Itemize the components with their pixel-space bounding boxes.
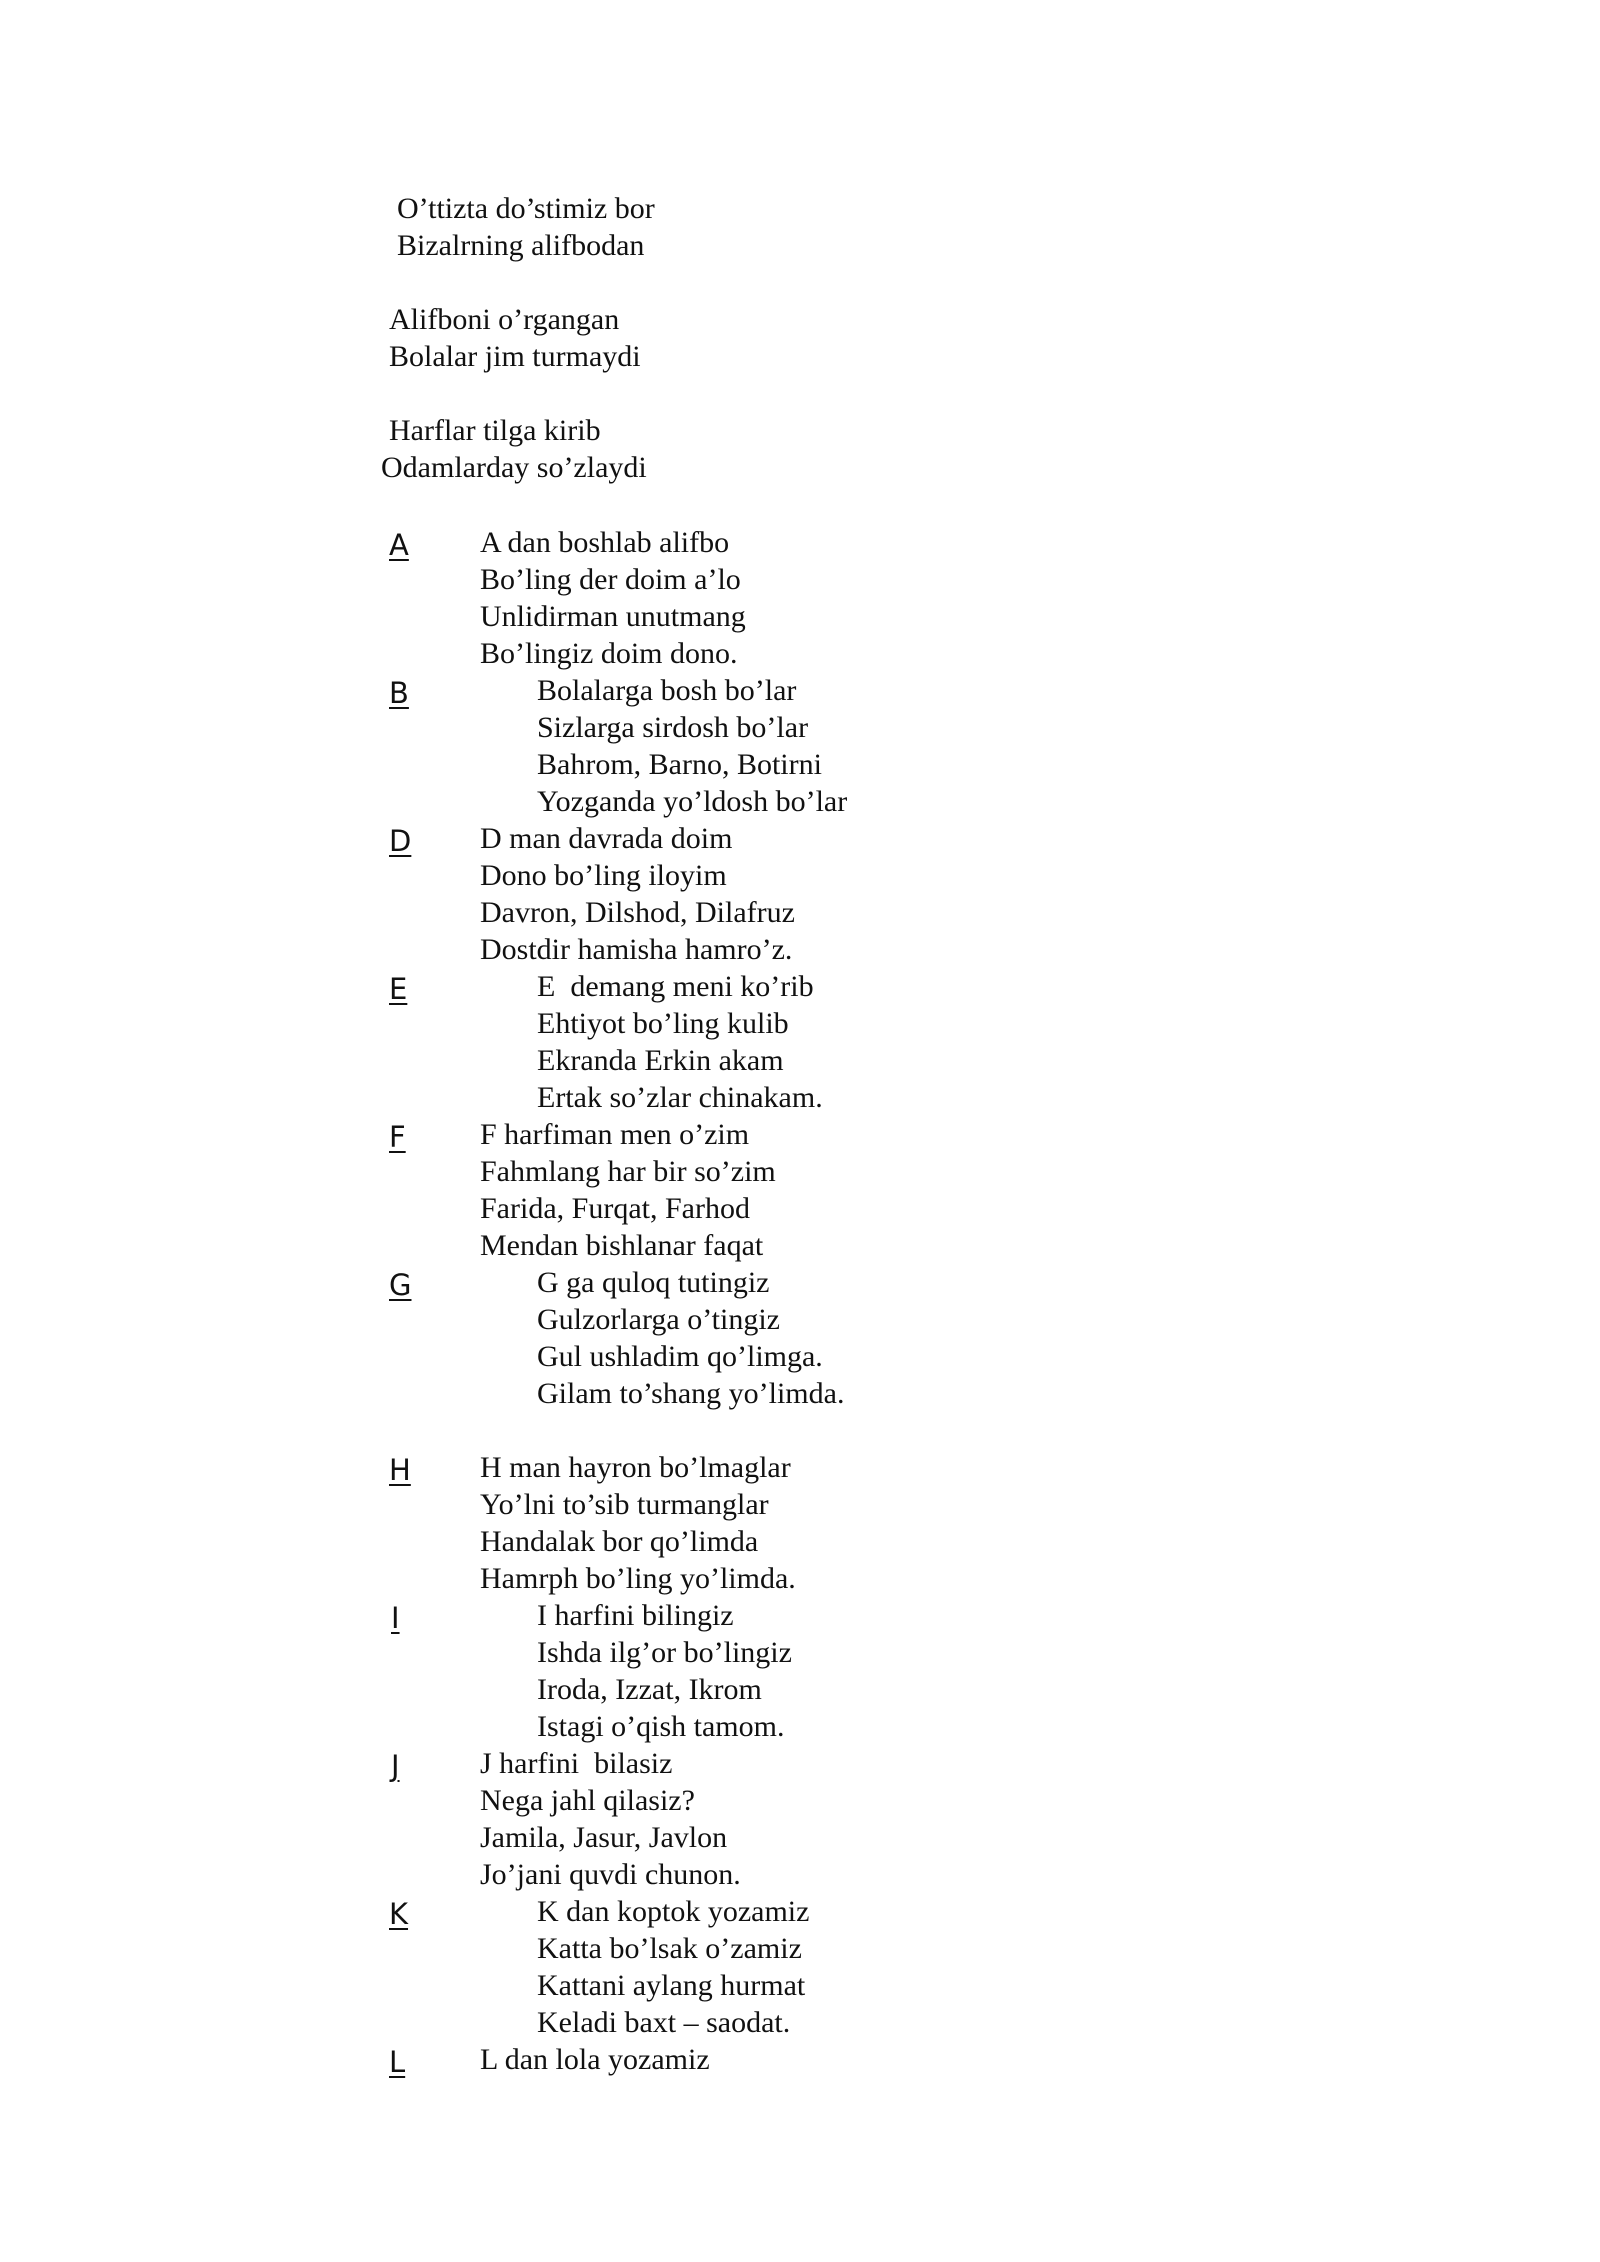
letter-heading: D (389, 824, 412, 858)
verse-line: Hamrph bo’ling yo’limda. (480, 1562, 796, 1595)
verse-line: K dan koptok yozamiz (537, 1895, 810, 1928)
letter-heading: F (389, 1120, 406, 1154)
intro-line: Bizalrning alifbodan (397, 229, 645, 262)
verse-line: Gul ushladim qo’limga. (537, 1340, 823, 1373)
intro-line: Alifboni o’rgangan (389, 303, 620, 336)
verse-line: Bo’ling der doim a’lo (480, 563, 741, 596)
verse-line: Farida, Furqat, Farhod (480, 1192, 750, 1225)
letter-heading: I (391, 1601, 400, 1635)
letter-heading: J (391, 1749, 400, 1783)
verse-line: Istagi o’qish tamom. (537, 1710, 785, 1743)
intro-line: Bolalar jim turmaydi (389, 340, 641, 373)
verse-line: Kattani aylang hurmat (537, 1969, 806, 2002)
verse-line: Dono bo’ling iloyim (480, 859, 727, 892)
verse-line: Katta bo’lsak o’zamiz (537, 1932, 802, 1965)
letter-heading: E (389, 972, 408, 1006)
verse-line: Dostdir hamisha hamro’z. (480, 933, 793, 966)
verse-line: Yo’lni to’sib turmanglar (480, 1488, 769, 1521)
verse-line: Gilam to’shang yo’limda. (537, 1377, 845, 1410)
verse-line: Mendan bishlanar faqat (480, 1229, 764, 1262)
verse-line: Bahrom, Barno, Botirni (537, 748, 822, 781)
verse-line: Keladi baxt – saodat. (537, 2006, 791, 2039)
letter-heading: L (389, 2045, 406, 2079)
verse-line: Unlidirman unutmang (480, 600, 746, 633)
verse-line: Bo’lingiz doim dono. (480, 637, 738, 670)
verse-line: Jo’jani quvdi chunon. (480, 1858, 741, 1891)
verse-line: Jamila, Jasur, Javlon (480, 1821, 728, 1854)
verse-line: A dan boshlab alifbo (480, 526, 730, 559)
letter-heading: B (389, 676, 409, 710)
letter-heading: K (389, 1897, 409, 1931)
verse-line: L dan lola yozamiz (480, 2043, 710, 2076)
verse-line: I harfini bilingiz (537, 1599, 734, 1632)
verse-line: Handalak bor qo’limda (480, 1525, 759, 1558)
verse-line: Fahmlang har bir so’zim (480, 1155, 776, 1188)
verse-line: Ekranda Erkin akam (537, 1044, 784, 1077)
verse-line: Yozganda yo’ldosh bo’lar (537, 785, 848, 818)
verse-line: Nega jahl qilasiz? (480, 1784, 695, 1817)
verse-line: Davron, Dilshod, Dilafruz (480, 896, 795, 929)
verse-line: D man davrada doim (480, 822, 733, 855)
verse-line: J harfini bilasiz (480, 1747, 673, 1780)
letter-heading: A (389, 528, 409, 562)
verse-line: H man hayron bo’lmaglar (480, 1451, 791, 1484)
verse-line: Bolalarga bosh bo’lar (537, 674, 797, 707)
verse-line: Ehtiyot bo’ling kulib (537, 1007, 789, 1040)
letter-heading: G (389, 1268, 412, 1302)
verse-line: G ga quloq tutingiz (537, 1266, 770, 1299)
verse-line: Gulzorlarga o’tingiz (537, 1303, 780, 1336)
verse-line: F harfiman men o’zim (480, 1118, 750, 1151)
intro-line: Odamlarday so’zlaydi (381, 451, 647, 484)
letter-heading: H (389, 1453, 411, 1487)
verse-line: E demang meni ko’rib (537, 970, 814, 1003)
verse-line: Iroda, Izzat, Ikrom (537, 1673, 762, 1706)
verse-line: Ertak so’zlar chinakam. (537, 1081, 823, 1114)
verse-line: Sizlarga sirdosh bo’lar (537, 711, 809, 744)
intro-line: Harflar tilga kirib (389, 414, 601, 447)
intro-line: O’ttizta do’stimiz bor (397, 192, 655, 225)
verse-line: Ishda ilg’or bo’lingiz (537, 1636, 792, 1669)
